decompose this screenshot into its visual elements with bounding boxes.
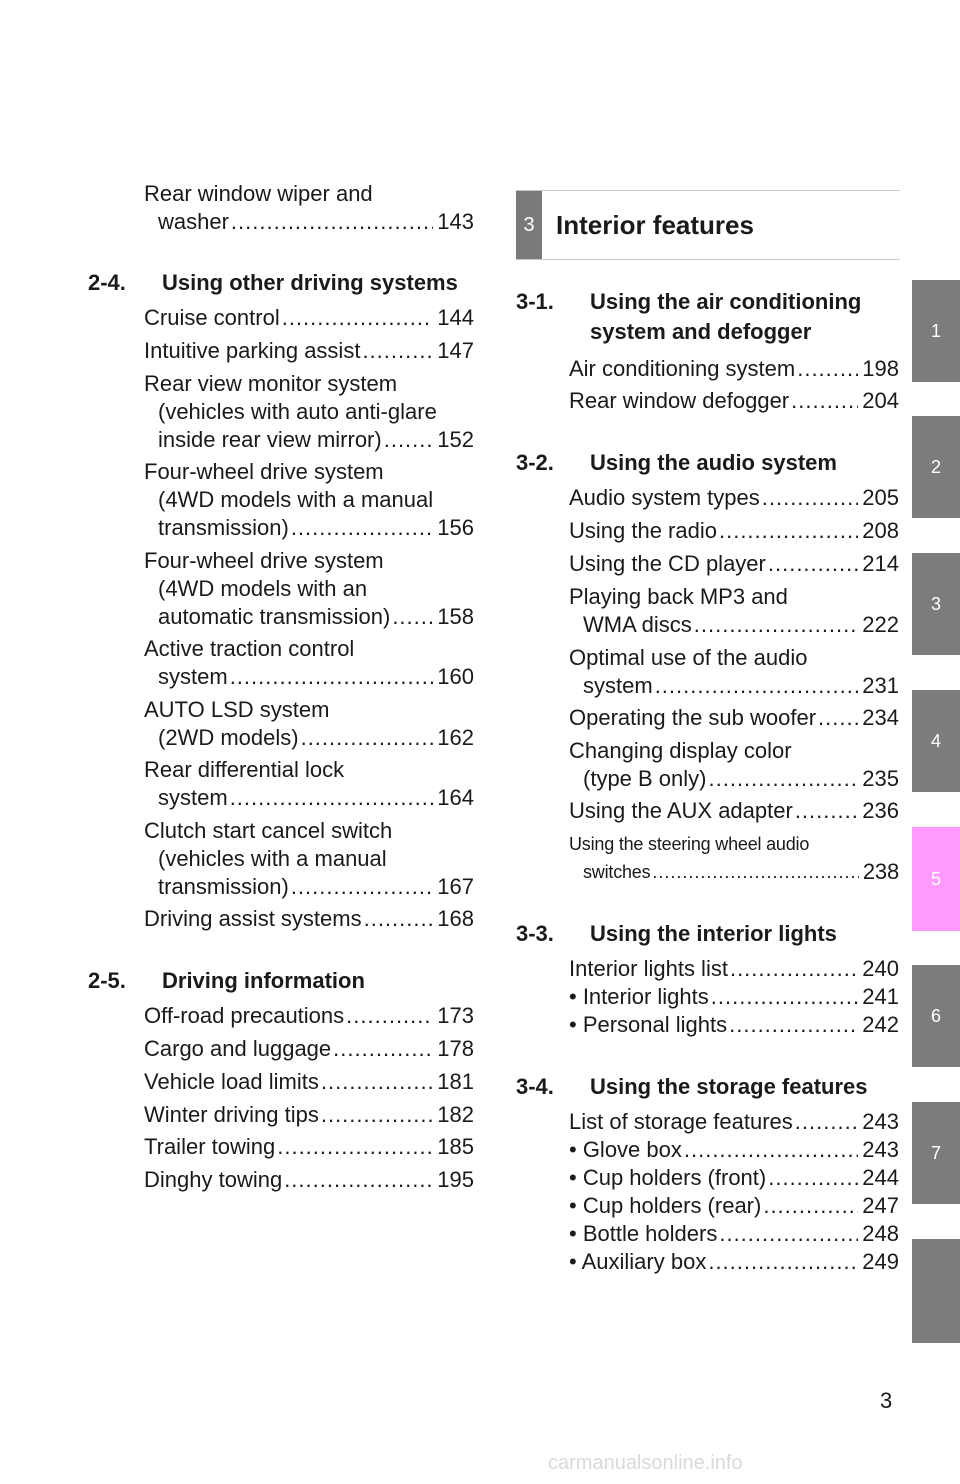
toc-entry[interactable]: Changing display color (type B only) ..... 235: [569, 737, 899, 793]
page-ref: 181: [437, 1069, 474, 1094]
toc-entry[interactable]: Audio system types ..... 205: [569, 484, 899, 512]
toc-entry[interactable]: Driving assist systems ..... 168: [144, 905, 474, 933]
toc-entry[interactable]: Vehicle load limits ..... 181: [144, 1068, 474, 1096]
toc-entry[interactable]: Intuitive parking assist ..... 147: [144, 337, 474, 365]
section-banner: [516, 190, 900, 260]
toc-entry[interactable]: • Bottle holders ..... 248: [569, 1220, 899, 1248]
chapter-tab-3[interactable]: 3: [912, 553, 960, 655]
section-heading-3-3: [516, 919, 837, 949]
page-ref: 234: [862, 705, 899, 730]
page-ref: 231: [862, 673, 899, 698]
toc-entry[interactable]: Rear differential lock system ..... 164: [144, 756, 474, 812]
page-ref: 205: [862, 485, 899, 510]
toc-entry[interactable]: Rear view monitor system (vehicles with auto anti-glare inside rear view mirror) ..... 152: [144, 370, 474, 454]
toc-entry[interactable]: • Cup holders (rear) ..... 247: [569, 1192, 899, 1220]
chapter-tab-2[interactable]: 2: [912, 416, 960, 518]
toc-entry[interactable]: Active traction control system ..... 160: [144, 635, 474, 691]
toc-entry[interactable]: Four-wheel drive system (4WD models with a manual transmission) ..... 156: [144, 458, 474, 542]
section-number: 3-2.: [516, 450, 554, 475]
section-heading-3-1: [516, 287, 861, 347]
toc-entry[interactable]: Using the radio ..... 208: [569, 517, 899, 545]
page-ref: 249: [862, 1249, 899, 1274]
page-ref: 164: [437, 785, 474, 810]
page-ref: 236: [862, 798, 899, 823]
section-title: Using the storage features: [590, 1074, 868, 1099]
toc-entry[interactable]: • Cup holders (front) ..... 244: [569, 1164, 899, 1192]
watermark: carmanualsonline.info: [548, 1452, 743, 1474]
section-title: Using the interior lights: [590, 921, 837, 946]
page-ref: 160: [437, 664, 474, 689]
toc-entry[interactable]: Rear window defogger ..... 204: [569, 387, 899, 415]
chapter-tab-6[interactable]: 6: [912, 965, 960, 1067]
toc-entry[interactable]: Air conditioning system ..... 198: [569, 355, 899, 383]
toc-entry[interactable]: • Glove box ..... 243: [569, 1136, 899, 1164]
toc-entry[interactable]: Using the AUX adapter ..... 236: [569, 797, 899, 825]
chapter-tab-7[interactable]: 7: [912, 1102, 960, 1204]
toc-entry[interactable]: Cargo and luggage ..... 178: [144, 1035, 474, 1063]
page-ref: 242: [862, 1012, 899, 1037]
toc-entry[interactable]: Trailer towing ..... 185: [144, 1133, 474, 1161]
page-ref: 247: [862, 1193, 899, 1218]
section-heading-3-2: [516, 448, 837, 478]
page-ref: 152: [437, 427, 474, 452]
page-ref: 243: [862, 1137, 899, 1162]
toc-entry[interactable]: Playing back MP3 and WMA discs ..... 222: [569, 583, 899, 639]
section-number-box: 3: [516, 191, 542, 259]
toc-entry[interactable]: Clutch start cancel switch (vehicles with a manual transmission) ..... 167: [144, 817, 474, 901]
entry-line: Rear window wiper and: [144, 181, 373, 206]
chapter-tab-index[interactable]: [912, 1239, 960, 1343]
page-ref: 198: [862, 356, 899, 381]
section-number: 3-4.: [516, 1074, 554, 1099]
section-heading-2-5: [88, 966, 365, 996]
toc-entry[interactable]: • Auxiliary box ..... 249: [569, 1248, 899, 1276]
page-ref: 241: [862, 984, 899, 1009]
page-ref: 167: [437, 874, 474, 899]
section-number: 2-5.: [88, 968, 126, 993]
section-title: system and defogger: [590, 319, 812, 344]
page-ref: 235: [862, 766, 899, 791]
page-ref: 162: [437, 725, 474, 750]
page-ref: 147: [437, 338, 474, 363]
toc-entry[interactable]: Winter driving tips ..... 182: [144, 1101, 474, 1129]
section-title: Using the air conditioning: [590, 289, 862, 314]
toc-entry[interactable]: Using the CD player ..... 214: [569, 550, 899, 578]
section-number: 3-3.: [516, 921, 554, 946]
toc-entry[interactable]: Using the steering wheel audio switches ..... 238: [569, 830, 899, 886]
page-ref: 238: [862, 859, 899, 884]
toc-entry-rear-wiper[interactable]: [144, 180, 474, 236]
chapter-tab-1[interactable]: 1: [912, 280, 960, 382]
page-ref: 185: [437, 1134, 474, 1159]
section-banner-title: Interior features: [556, 209, 754, 240]
page-ref: 143: [437, 209, 474, 234]
page-ref: 244: [862, 1165, 899, 1190]
section-number: 2-4.: [88, 270, 126, 295]
toc-entry[interactable]: Off-road precautions ..... 173: [144, 1002, 474, 1030]
entry-line: washer: [158, 209, 229, 234]
toc-entry[interactable]: AUTO LSD system (2WD models) ..... 162: [144, 696, 474, 752]
page-number: 3: [880, 1388, 893, 1413]
section-title: Using the audio system: [590, 450, 837, 475]
toc-entry[interactable]: Optimal use of the audio system ..... 231: [569, 644, 899, 700]
page-ref: 208: [862, 518, 899, 543]
toc-entry[interactable]: List of storage features ..... 243: [569, 1108, 899, 1136]
toc-entry[interactable]: Four-wheel drive system (4WD models with an automatic transmission) ..... 158: [144, 547, 474, 631]
page-ref: 204: [862, 388, 899, 413]
section-title: Using other driving systems: [162, 270, 458, 295]
chapter-tab-5[interactable]: 5: [912, 827, 960, 931]
page-ref: 222: [862, 612, 899, 637]
toc-entry[interactable]: • Interior lights ..... 241: [569, 983, 899, 1011]
toc-entry[interactable]: Operating the sub woofer ..... 234: [569, 704, 899, 732]
page-ref: 144: [437, 305, 474, 330]
toc-entry[interactable]: Dinghy towing ..... 195: [144, 1166, 474, 1194]
page-ref: 156: [437, 515, 474, 540]
page-ref: 195: [437, 1167, 474, 1192]
page-ref: 240: [862, 956, 899, 981]
page-ref: 173: [437, 1003, 474, 1028]
toc-entry[interactable]: • Personal lights ..... 242: [569, 1011, 899, 1039]
page-ref: 168: [437, 906, 474, 931]
section-number: 3-1.: [516, 289, 554, 314]
page-ref: 243: [862, 1109, 899, 1134]
toc-entry[interactable]: Interior lights list ..... 240: [569, 955, 899, 983]
toc-entry[interactable]: Cruise control ..... 144: [144, 304, 474, 332]
chapter-tab-4[interactable]: 4: [912, 690, 960, 792]
page-ref: 214: [862, 551, 899, 576]
section-title: Driving information: [162, 968, 365, 993]
page-ref: 248: [862, 1221, 899, 1246]
page-ref: 182: [437, 1102, 474, 1127]
section-heading-2-4: [88, 268, 458, 298]
section-heading-3-4: [516, 1072, 868, 1102]
page-ref: 158: [437, 604, 474, 629]
page-ref: 178: [437, 1036, 474, 1061]
